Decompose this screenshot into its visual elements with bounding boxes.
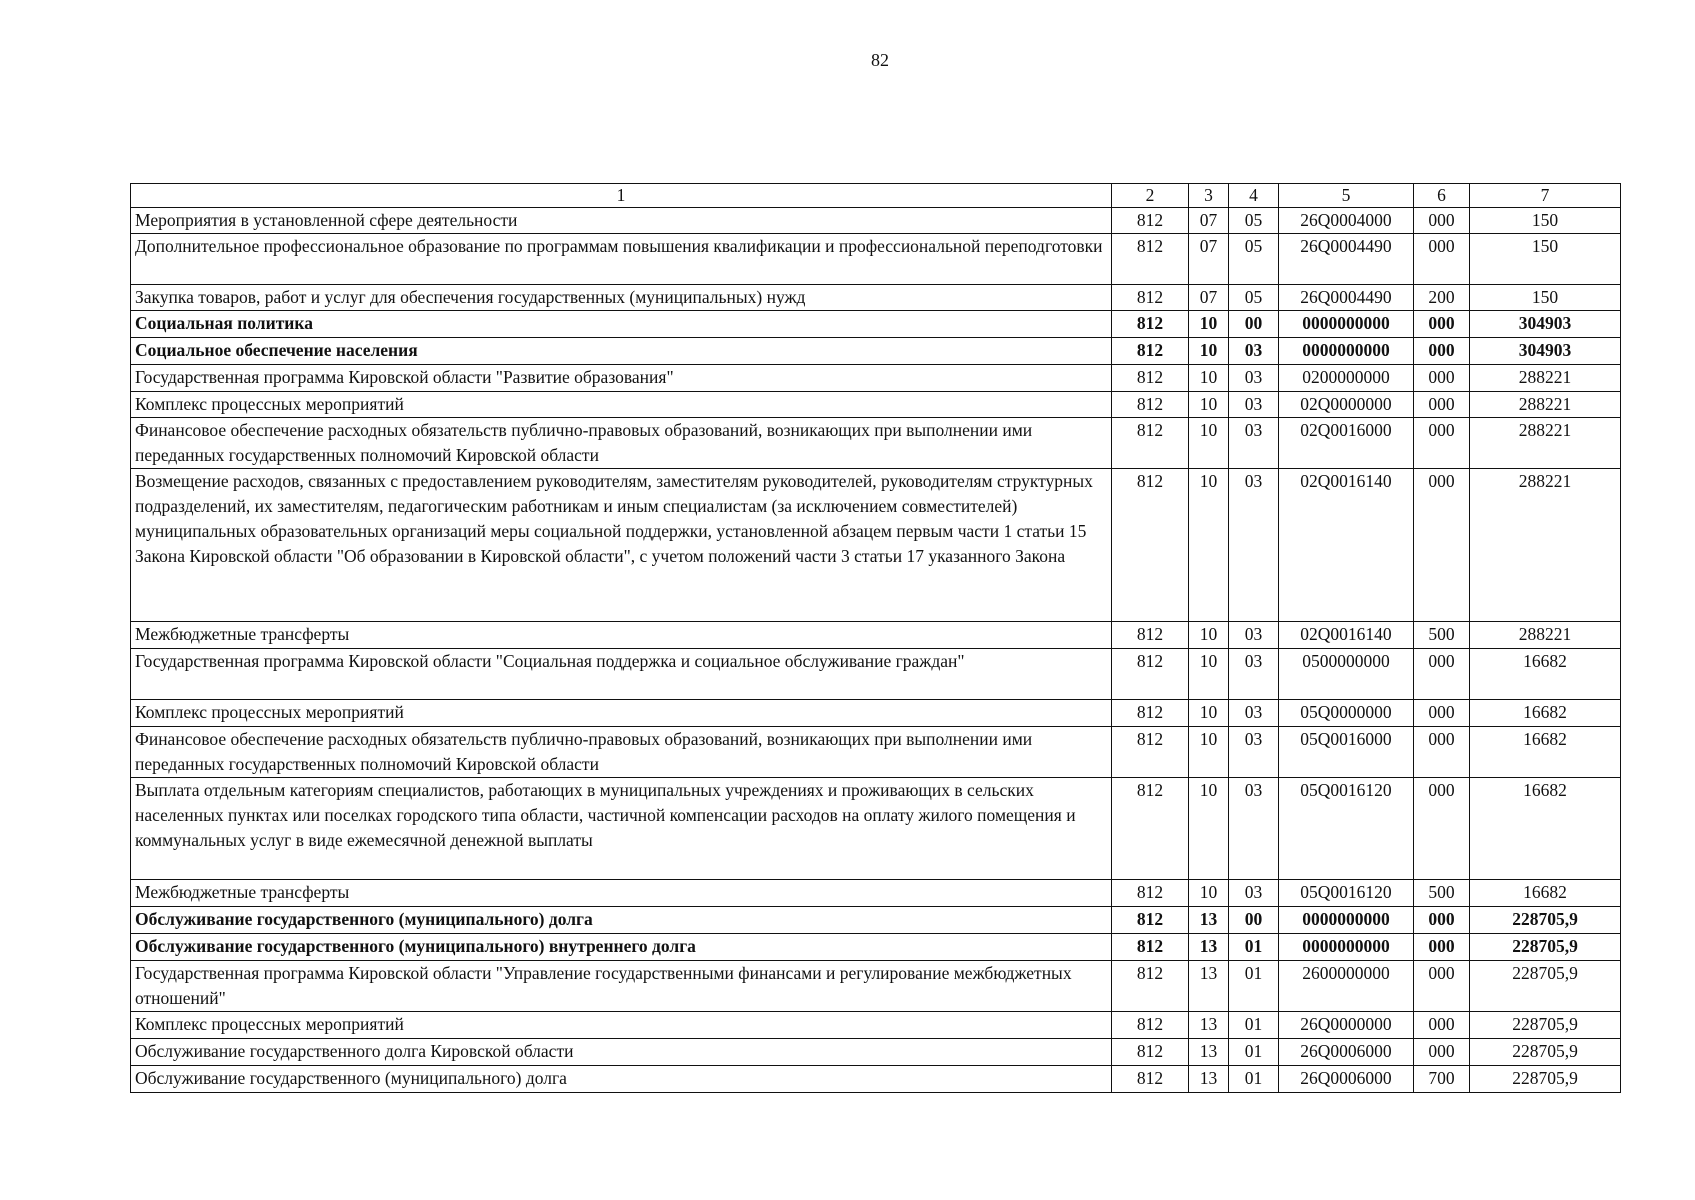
table-row bbox=[131, 208, 1621, 234]
ministry-code-cell: 812 bbox=[1112, 778, 1189, 880]
row-name-cell: Финансовое обеспечение расходных обязательств публично-правовых образований, возникающих при выполнении ими переданных государственных полномочий Кировской области bbox=[131, 418, 1112, 469]
amount-cell: 288221 bbox=[1470, 469, 1621, 622]
table-row bbox=[131, 934, 1621, 961]
subsection-code-cell: 03 bbox=[1229, 365, 1279, 392]
amount-cell: 228705,9 bbox=[1470, 1012, 1621, 1039]
table-row bbox=[131, 1066, 1621, 1093]
table-row bbox=[131, 778, 1621, 880]
target-article-cell: 05Q0016120 bbox=[1279, 778, 1414, 880]
ministry-code-cell: 812 bbox=[1112, 1066, 1189, 1093]
table-row bbox=[131, 418, 1621, 469]
subsection-code-cell: 03 bbox=[1229, 649, 1279, 700]
amount-cell: 228705,9 bbox=[1470, 961, 1621, 1012]
subsection-code-cell: 03 bbox=[1229, 392, 1279, 418]
table-row bbox=[131, 392, 1621, 418]
target-article-cell: 26Q0004490 bbox=[1279, 285, 1414, 311]
row-name-cell: Межбюджетные трансферты bbox=[131, 622, 1112, 649]
table-row bbox=[131, 234, 1621, 285]
target-article-cell: 0500000000 bbox=[1279, 649, 1414, 700]
expense-type-cell: 500 bbox=[1414, 622, 1470, 649]
amount-cell: 304903 bbox=[1470, 311, 1621, 338]
target-article-cell: 26Q0006000 bbox=[1279, 1039, 1414, 1066]
ministry-code-cell: 812 bbox=[1112, 700, 1189, 727]
target-article-cell: 0000000000 bbox=[1279, 338, 1414, 365]
section-code-cell: 10 bbox=[1189, 727, 1229, 778]
expense-type-cell: 700 bbox=[1414, 1066, 1470, 1093]
header-cell: 2 bbox=[1112, 184, 1189, 208]
row-name-cell: Социальное обеспечение населения bbox=[131, 338, 1112, 365]
subsection-code-cell: 03 bbox=[1229, 469, 1279, 622]
table-row bbox=[131, 961, 1621, 1012]
amount-cell: 288221 bbox=[1470, 622, 1621, 649]
ministry-code-cell: 812 bbox=[1112, 285, 1189, 311]
expense-type-cell: 000 bbox=[1414, 649, 1470, 700]
row-name-cell: Межбюджетные трансферты bbox=[131, 880, 1112, 907]
section-code-cell: 10 bbox=[1189, 365, 1229, 392]
expense-type-cell: 500 bbox=[1414, 880, 1470, 907]
amount-cell: 16682 bbox=[1470, 649, 1621, 700]
section-code-cell: 10 bbox=[1189, 622, 1229, 649]
ministry-code-cell: 812 bbox=[1112, 934, 1189, 961]
section-code-cell: 10 bbox=[1189, 418, 1229, 469]
ministry-code-cell: 812 bbox=[1112, 622, 1189, 649]
ministry-code-cell: 812 bbox=[1112, 727, 1189, 778]
expense-type-cell: 200 bbox=[1414, 285, 1470, 311]
table-row bbox=[131, 700, 1621, 727]
target-article-cell: 02Q0000000 bbox=[1279, 392, 1414, 418]
target-article-cell: 0000000000 bbox=[1279, 907, 1414, 934]
ministry-code-cell: 812 bbox=[1112, 392, 1189, 418]
target-article-cell: 26Q0004490 bbox=[1279, 234, 1414, 285]
row-name-cell: Социальная политика bbox=[131, 311, 1112, 338]
section-code-cell: 07 bbox=[1189, 208, 1229, 234]
row-name-cell: Комплекс процессных мероприятий bbox=[131, 1012, 1112, 1039]
expense-type-cell: 000 bbox=[1414, 469, 1470, 622]
expense-type-cell: 000 bbox=[1414, 1012, 1470, 1039]
section-code-cell: 10 bbox=[1189, 700, 1229, 727]
table-row bbox=[131, 469, 1621, 622]
table-row bbox=[131, 649, 1621, 700]
page-number: 82 bbox=[871, 50, 889, 70]
table-row bbox=[131, 727, 1621, 778]
ministry-code-cell: 812 bbox=[1112, 880, 1189, 907]
amount-cell: 16682 bbox=[1470, 727, 1621, 778]
ministry-code-cell: 812 bbox=[1112, 418, 1189, 469]
subsection-code-cell: 05 bbox=[1229, 234, 1279, 285]
subsection-code-cell: 03 bbox=[1229, 880, 1279, 907]
subsection-code-cell: 01 bbox=[1229, 1066, 1279, 1093]
table-row bbox=[131, 365, 1621, 392]
expense-type-cell: 000 bbox=[1414, 208, 1470, 234]
amount-cell: 150 bbox=[1470, 208, 1621, 234]
subsection-code-cell: 03 bbox=[1229, 418, 1279, 469]
row-name-cell: Комплекс процессных мероприятий bbox=[131, 700, 1112, 727]
subsection-code-cell: 03 bbox=[1229, 338, 1279, 365]
expense-type-cell: 000 bbox=[1414, 934, 1470, 961]
expense-type-cell: 000 bbox=[1414, 365, 1470, 392]
target-article-cell: 05Q0016000 bbox=[1279, 727, 1414, 778]
section-code-cell: 13 bbox=[1189, 934, 1229, 961]
expense-type-cell: 000 bbox=[1414, 727, 1470, 778]
header-cell: 6 bbox=[1414, 184, 1470, 208]
row-name-cell: Обслуживание государственного долга Кировской области bbox=[131, 1039, 1112, 1066]
row-name-cell: Обслуживание государственного (муниципального) долга bbox=[131, 1066, 1112, 1093]
section-code-cell: 10 bbox=[1189, 311, 1229, 338]
target-article-cell: 02Q0016000 bbox=[1279, 418, 1414, 469]
row-name-cell: Выплата отдельным категориям специалистов, работающих в муниципальных учреждениях и проживающих в сельских населенных пунктах или поселках городского типа области, частичной компенсации расходов на оплату жилого помещения и коммунальных услуг в виде ежемесячной денежной выплаты bbox=[131, 778, 1112, 880]
expense-type-cell: 000 bbox=[1414, 311, 1470, 338]
header-cell: 3 bbox=[1189, 184, 1229, 208]
subsection-code-cell: 01 bbox=[1229, 934, 1279, 961]
amount-cell: 228705,9 bbox=[1470, 1066, 1621, 1093]
row-name-cell: Мероприятия в установленной сфере деятельности bbox=[131, 208, 1112, 234]
target-article-cell: 0200000000 bbox=[1279, 365, 1414, 392]
row-name-cell: Закупка товаров, работ и услуг для обеспечения государственных (муниципальных) нужд bbox=[131, 285, 1112, 311]
section-code-cell: 13 bbox=[1189, 1039, 1229, 1066]
amount-cell: 228705,9 bbox=[1470, 1039, 1621, 1066]
section-code-cell: 13 bbox=[1189, 961, 1229, 1012]
amount-cell: 228705,9 bbox=[1470, 934, 1621, 961]
amount-cell: 150 bbox=[1470, 285, 1621, 311]
section-code-cell: 13 bbox=[1189, 1012, 1229, 1039]
target-article-cell: 26Q0004000 bbox=[1279, 208, 1414, 234]
table-row bbox=[131, 1012, 1621, 1039]
section-code-cell: 10 bbox=[1189, 778, 1229, 880]
amount-cell: 288221 bbox=[1470, 418, 1621, 469]
ministry-code-cell: 812 bbox=[1112, 365, 1189, 392]
row-name-cell: Финансовое обеспечение расходных обязательств публично-правовых образований, возникающих при выполнении ими переданных государственных полномочий Кировской области bbox=[131, 727, 1112, 778]
section-code-cell: 10 bbox=[1189, 392, 1229, 418]
ministry-code-cell: 812 bbox=[1112, 1039, 1189, 1066]
row-name-cell: Государственная программа Кировской области "Развитие образования" bbox=[131, 365, 1112, 392]
expense-type-cell: 000 bbox=[1414, 418, 1470, 469]
table-row bbox=[131, 338, 1621, 365]
row-name-cell: Обслуживание государственного (муниципального) внутреннего долга bbox=[131, 934, 1112, 961]
section-code-cell: 13 bbox=[1189, 1066, 1229, 1093]
ministry-code-cell: 812 bbox=[1112, 961, 1189, 1012]
subsection-code-cell: 01 bbox=[1229, 1012, 1279, 1039]
header-cell: 7 bbox=[1470, 184, 1621, 208]
section-code-cell: 10 bbox=[1189, 649, 1229, 700]
amount-cell: 16682 bbox=[1470, 880, 1621, 907]
subsection-code-cell: 03 bbox=[1229, 778, 1279, 880]
section-code-cell: 13 bbox=[1189, 907, 1229, 934]
amount-cell: 288221 bbox=[1470, 365, 1621, 392]
amount-cell: 150 bbox=[1470, 234, 1621, 285]
table-row bbox=[131, 1039, 1621, 1066]
header-cell: 4 bbox=[1229, 184, 1279, 208]
row-name-cell: Возмещение расходов, связанных с предоставлением руководителям, заместителям руководителей, руководителям структурных подразделений, их заместителям, педагогическим работникам и иным специалистам (за исключением совместителей) муниципальных образовательных организаций меры социальной поддержки, установленной абзацем первым части 1 статьи 15 Закона Кировской области "Об образовании в Кировской области", с учетом положений части 3 статьи 17 указанного Закона bbox=[131, 469, 1112, 622]
expense-type-cell: 000 bbox=[1414, 392, 1470, 418]
expense-type-cell: 000 bbox=[1414, 961, 1470, 1012]
target-article-cell: 26Q0000000 bbox=[1279, 1012, 1414, 1039]
header-cell: 1 bbox=[131, 184, 1112, 208]
section-code-cell: 10 bbox=[1189, 469, 1229, 622]
expense-type-cell: 000 bbox=[1414, 1039, 1470, 1066]
row-name-cell: Государственная программа Кировской области "Управление государственными финансами и регулирование межбюджетных отношений" bbox=[131, 961, 1112, 1012]
row-name-cell: Комплекс процессных мероприятий bbox=[131, 392, 1112, 418]
section-code-cell: 07 bbox=[1189, 234, 1229, 285]
row-name-cell: Обслуживание государственного (муниципального) долга bbox=[131, 907, 1112, 934]
target-article-cell: 02Q0016140 bbox=[1279, 622, 1414, 649]
table-row bbox=[131, 880, 1621, 907]
expense-type-cell: 000 bbox=[1414, 234, 1470, 285]
section-code-cell: 10 bbox=[1189, 338, 1229, 365]
expense-type-cell: 000 bbox=[1414, 778, 1470, 880]
subsection-code-cell: 03 bbox=[1229, 622, 1279, 649]
table-row bbox=[131, 285, 1621, 311]
ministry-code-cell: 812 bbox=[1112, 234, 1189, 285]
subsection-code-cell: 05 bbox=[1229, 208, 1279, 234]
table-row bbox=[131, 622, 1621, 649]
expense-type-cell: 000 bbox=[1414, 907, 1470, 934]
subsection-code-cell: 01 bbox=[1229, 1039, 1279, 1066]
amount-cell: 16682 bbox=[1470, 778, 1621, 880]
expense-type-cell: 000 bbox=[1414, 338, 1470, 365]
target-article-cell: 26Q0006000 bbox=[1279, 1066, 1414, 1093]
ministry-code-cell: 812 bbox=[1112, 907, 1189, 934]
subsection-code-cell: 03 bbox=[1229, 700, 1279, 727]
ministry-code-cell: 812 bbox=[1112, 649, 1189, 700]
header-cell: 5 bbox=[1279, 184, 1414, 208]
row-name-cell: Дополнительное профессиональное образование по программам повышения квалификации и профессиональной переподготовки bbox=[131, 234, 1112, 285]
budget-table bbox=[130, 183, 1621, 1093]
ministry-code-cell: 812 bbox=[1112, 311, 1189, 338]
target-article-cell: 05Q0000000 bbox=[1279, 700, 1414, 727]
ministry-code-cell: 812 bbox=[1112, 338, 1189, 365]
subsection-code-cell: 00 bbox=[1229, 907, 1279, 934]
expense-type-cell: 000 bbox=[1414, 700, 1470, 727]
row-name-cell: Государственная программа Кировской области "Социальная поддержка и социальное обслуживание граждан" bbox=[131, 649, 1112, 700]
target-article-cell: 2600000000 bbox=[1279, 961, 1414, 1012]
table-row bbox=[131, 907, 1621, 934]
subsection-code-cell: 03 bbox=[1229, 727, 1279, 778]
subsection-code-cell: 00 bbox=[1229, 311, 1279, 338]
table-row bbox=[131, 311, 1621, 338]
section-code-cell: 10 bbox=[1189, 880, 1229, 907]
amount-cell: 16682 bbox=[1470, 700, 1621, 727]
target-article-cell: 05Q0016120 bbox=[1279, 880, 1414, 907]
target-article-cell: 0000000000 bbox=[1279, 934, 1414, 961]
ministry-code-cell: 812 bbox=[1112, 469, 1189, 622]
target-article-cell: 02Q0016140 bbox=[1279, 469, 1414, 622]
subsection-code-cell: 01 bbox=[1229, 961, 1279, 1012]
subsection-code-cell: 05 bbox=[1229, 285, 1279, 311]
ministry-code-cell: 812 bbox=[1112, 208, 1189, 234]
table-header-row bbox=[131, 184, 1621, 208]
amount-cell: 304903 bbox=[1470, 338, 1621, 365]
amount-cell: 228705,9 bbox=[1470, 907, 1621, 934]
target-article-cell: 0000000000 bbox=[1279, 311, 1414, 338]
ministry-code-cell: 812 bbox=[1112, 1012, 1189, 1039]
section-code-cell: 07 bbox=[1189, 285, 1229, 311]
amount-cell: 288221 bbox=[1470, 392, 1621, 418]
